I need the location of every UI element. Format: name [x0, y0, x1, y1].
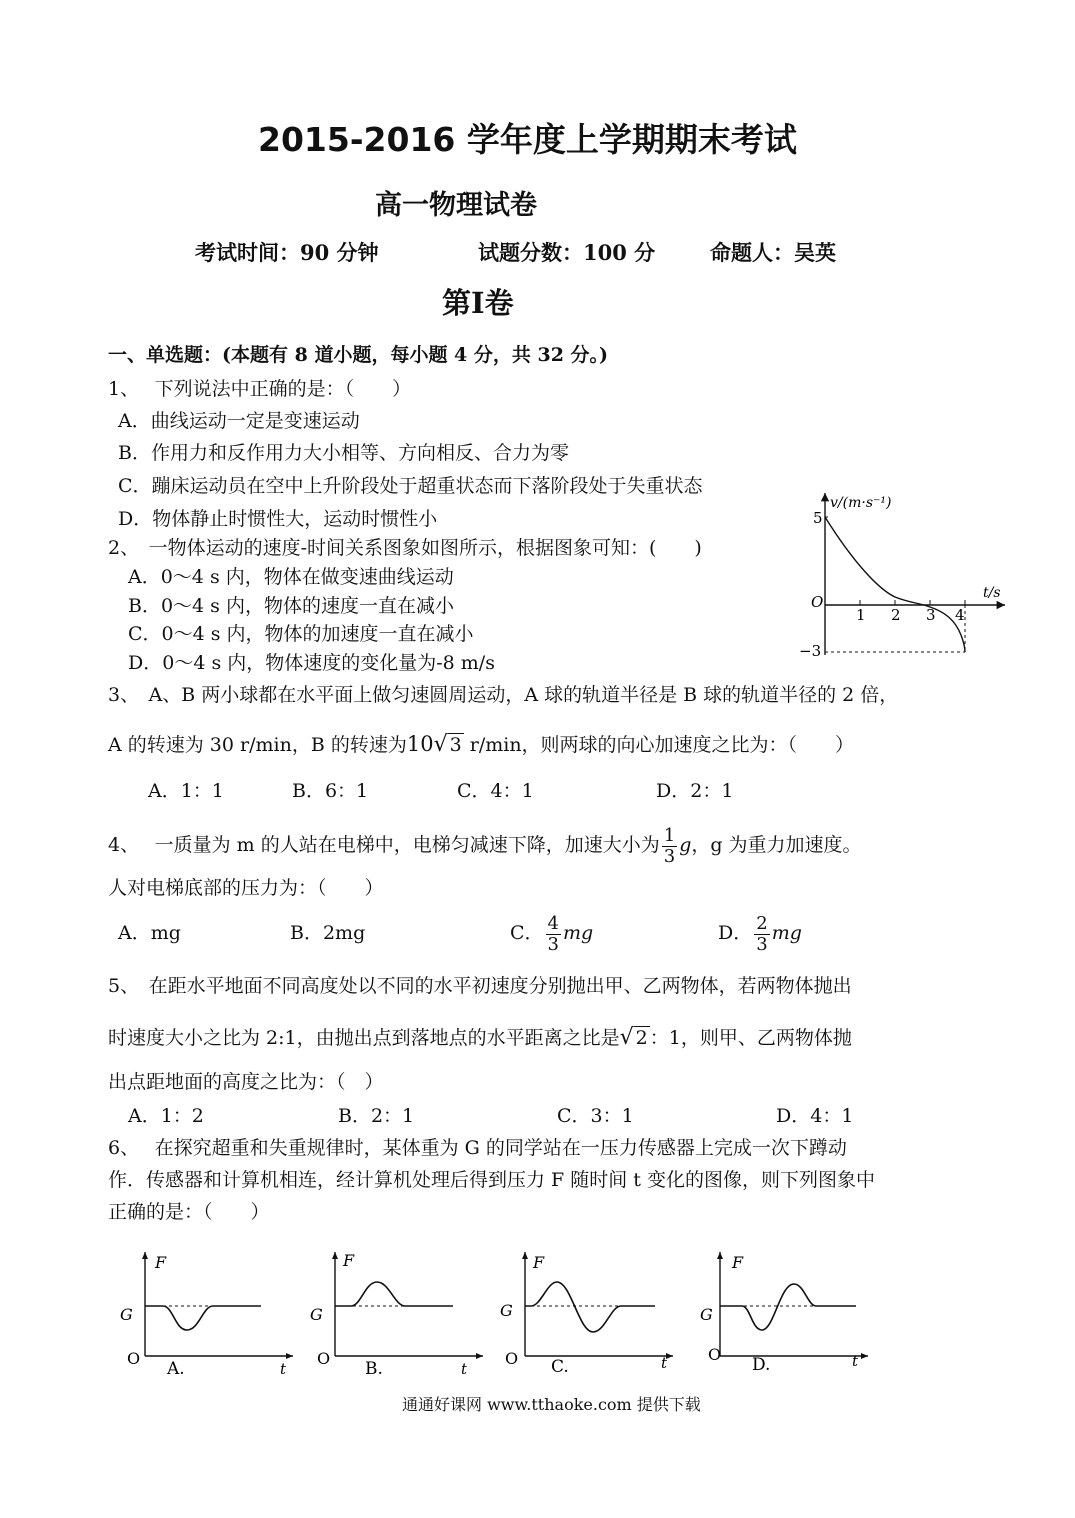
q1-option-c: C．蹦床运动员在空中上升阶段处于超重状态而下落阶段处于失重状态: [118, 475, 703, 497]
footer-download-note: 通通好课网 www.tthaoke.com 提供下载: [402, 1395, 701, 1414]
q4-d-fraction: [754, 914, 769, 955]
q4-option-d-label: D．: [718, 922, 753, 944]
q4-d-num: 2: [756, 912, 768, 934]
svg-text:G: G: [310, 1305, 323, 1324]
ft-graph-a-label: A.: [167, 1359, 185, 1378]
vt-tick-label-4: 4: [955, 606, 965, 624]
ft-graph-d-label: D.: [752, 1355, 771, 1375]
svg-text:F: F: [343, 1251, 355, 1270]
q4-option-c-label: C．: [510, 922, 544, 944]
vt-tick-label-3: 3: [926, 606, 936, 624]
ft-curve-c: [525, 1282, 655, 1332]
q3-sqrt: √ 3: [433, 732, 462, 757]
vt-tick-label-1: 1: [856, 606, 866, 624]
q5-line1: 5、 在距水平地面不同高度处以不同的水平初速度分别抛出甲、乙两物体，若两物体抛出: [108, 975, 852, 997]
q2-option-d: D．0～4 s 内，物体速度的变化量为-8 m/s: [128, 652, 495, 674]
q3-coefficient: 10: [406, 732, 434, 756]
q1-stem: 1、 下列说法中正确的是：（ ）: [108, 378, 412, 400]
q4-c-fraction: [546, 914, 561, 955]
q4-option-b: B．2mg: [290, 922, 366, 944]
q3-option-c: C．4：1: [457, 780, 534, 802]
vt-origin: O: [811, 593, 824, 611]
q4-frac-num: 1: [663, 824, 676, 846]
q1-option-d: D．物体静止时惯性大，运动时惯性小: [118, 508, 438, 530]
q4-line2: 人对电梯底部的压力为：（ ）: [108, 877, 384, 899]
svg-text:O: O: [127, 1349, 141, 1368]
paper-subtitle: 高一物理试卷: [375, 190, 537, 221]
q6-line3: 正确的是：（ ）: [108, 1201, 270, 1223]
ft-curve-a: [145, 1306, 261, 1330]
q5-line2: [108, 1026, 852, 1050]
q4-frac-den: 3: [663, 845, 676, 867]
q3-line1: 3、 A、B 两小球都在水平面上做匀速圆周运动，A 球的轨道半径是 B 球的轨道半径的 2 倍，: [108, 684, 899, 706]
q3-option-a: A．1：1: [148, 780, 224, 802]
q5-option-d: D．4：1: [776, 1105, 854, 1127]
svg-text:G: G: [500, 1301, 513, 1320]
svg-text:t: t: [280, 1360, 287, 1378]
svg-text:t: t: [661, 1354, 668, 1372]
q3-option-d: D．2：1: [656, 780, 734, 802]
svg-text:G: G: [120, 1305, 133, 1324]
ft-graph-c: [495, 1248, 680, 1378]
ft-graph-d: [690, 1248, 875, 1378]
q4-fraction: [662, 826, 677, 867]
q6-line2: 作．传感器和计算机相连，经计算机处理后得到压力 F 随时间 t 变化的图像，则下列图象中: [108, 1169, 875, 1191]
q4-d-mg: mg: [771, 922, 802, 944]
svg-text:O: O: [505, 1349, 519, 1368]
svg-text:O: O: [708, 1345, 722, 1364]
svg-text:O: O: [317, 1349, 331, 1368]
svg-text:t: t: [852, 1352, 859, 1370]
svg-text:F: F: [732, 1253, 744, 1272]
ft-curve-d: [720, 1284, 856, 1330]
q2-stem: 2、 一物体运动的速度-时间关系图象如图所示，根据图象可知：( ): [108, 537, 702, 559]
q3-line2-text-b: r/min，则两球的向心加速度之比为：（ ）: [463, 734, 855, 756]
vt-tick-label-2: 2: [891, 606, 901, 624]
q2-option-c: C．0～4 s 内，物体的加速度一直在减小: [128, 623, 474, 645]
q4-c-num: 4: [547, 912, 559, 934]
q5-option-a: A．1：2: [128, 1105, 204, 1127]
q1-option-a: A．曲线运动一定是变速运动: [118, 410, 360, 432]
q4-line1: [108, 820, 862, 870]
q5-sqrt: √ 2: [619, 1025, 648, 1050]
svg-text:G: G: [700, 1305, 713, 1324]
q5-line3: 出点距地面的高度之比为：（ ）: [108, 1071, 384, 1093]
q5-line2-text-b: ：1，则甲、乙两物体抛: [649, 1027, 852, 1049]
vt-xlabel: t/s: [983, 585, 1001, 601]
q4-option-c: [510, 908, 593, 958]
exam-title: 2015-2016 学年度上学期期末考试: [258, 120, 797, 159]
q6-line1: 6、 在探究超重和失重规律时，某体重为 G 的同学站在一压力传感器上完成一次下蹲动: [108, 1137, 847, 1159]
exam-time: 考试时间：90 分钟: [195, 240, 379, 265]
vt-graph: [795, 485, 1015, 665]
q4-option-d: [718, 908, 802, 958]
ft-graph-b-label: B.: [365, 1359, 383, 1378]
q4-g: g: [679, 834, 692, 856]
q4-c-mg: mg: [563, 922, 594, 944]
q4-d-den: 3: [756, 933, 768, 955]
vt-curve: [825, 517, 965, 652]
ft-graph-b: [305, 1248, 490, 1378]
q4-line1-text-a: 4、 一质量为 m 的人站在电梯中，电梯匀减速下降，加速大小为: [108, 834, 660, 856]
q4-option-a: A．mg: [118, 922, 181, 944]
q4-line1-text-b: ，g 为重力加速度。: [691, 834, 862, 856]
q5-radicand: 2: [635, 1027, 648, 1049]
q3-option-b: B．6：1: [292, 780, 369, 802]
vt-y-top: 5: [813, 509, 823, 527]
q3-line2: [108, 732, 854, 757]
exam-score: 试题分数：100 分: [478, 240, 656, 265]
ft-graph-a: [115, 1248, 300, 1378]
vt-y-bottom: −3: [799, 642, 822, 660]
exam-author: 命题人：吴英: [710, 240, 836, 265]
svg-text:F: F: [155, 1253, 167, 1272]
q4-c-den: 3: [547, 933, 559, 955]
ft-graph-c-label: C.: [551, 1357, 569, 1377]
q3-radicand: 3: [449, 734, 462, 756]
svg-text:t: t: [461, 1360, 468, 1378]
ft-curve-b: [335, 1282, 453, 1306]
svg-text:F: F: [533, 1253, 545, 1272]
q3-line2-text-a: A 的转速为 30 r/min，B 的转速为: [108, 734, 407, 756]
q5-option-b: B．2：1: [338, 1105, 415, 1127]
q1-option-b: B．作用力和反作用力大小相等、方向相反、合力为零: [118, 442, 569, 464]
q5-option-c: C．3：1: [557, 1105, 634, 1127]
vt-ylabel: v/(m·s⁻¹): [830, 495, 892, 511]
q2-option-b: B．0～4 s 内，物体的速度一直在减小: [128, 595, 454, 617]
section-heading: 一、单选题：(本题有 8 道小题，每小题 4 分，共 32 分。): [108, 344, 609, 366]
volume-heading: 第I卷: [442, 286, 514, 320]
q5-line2-text-a: 时速度大小之比为 2:1，由抛出点到落地点的水平距离之比是: [108, 1027, 620, 1049]
q2-option-a: A．0～4 s 内，物体在做变速曲线运动: [128, 566, 454, 588]
